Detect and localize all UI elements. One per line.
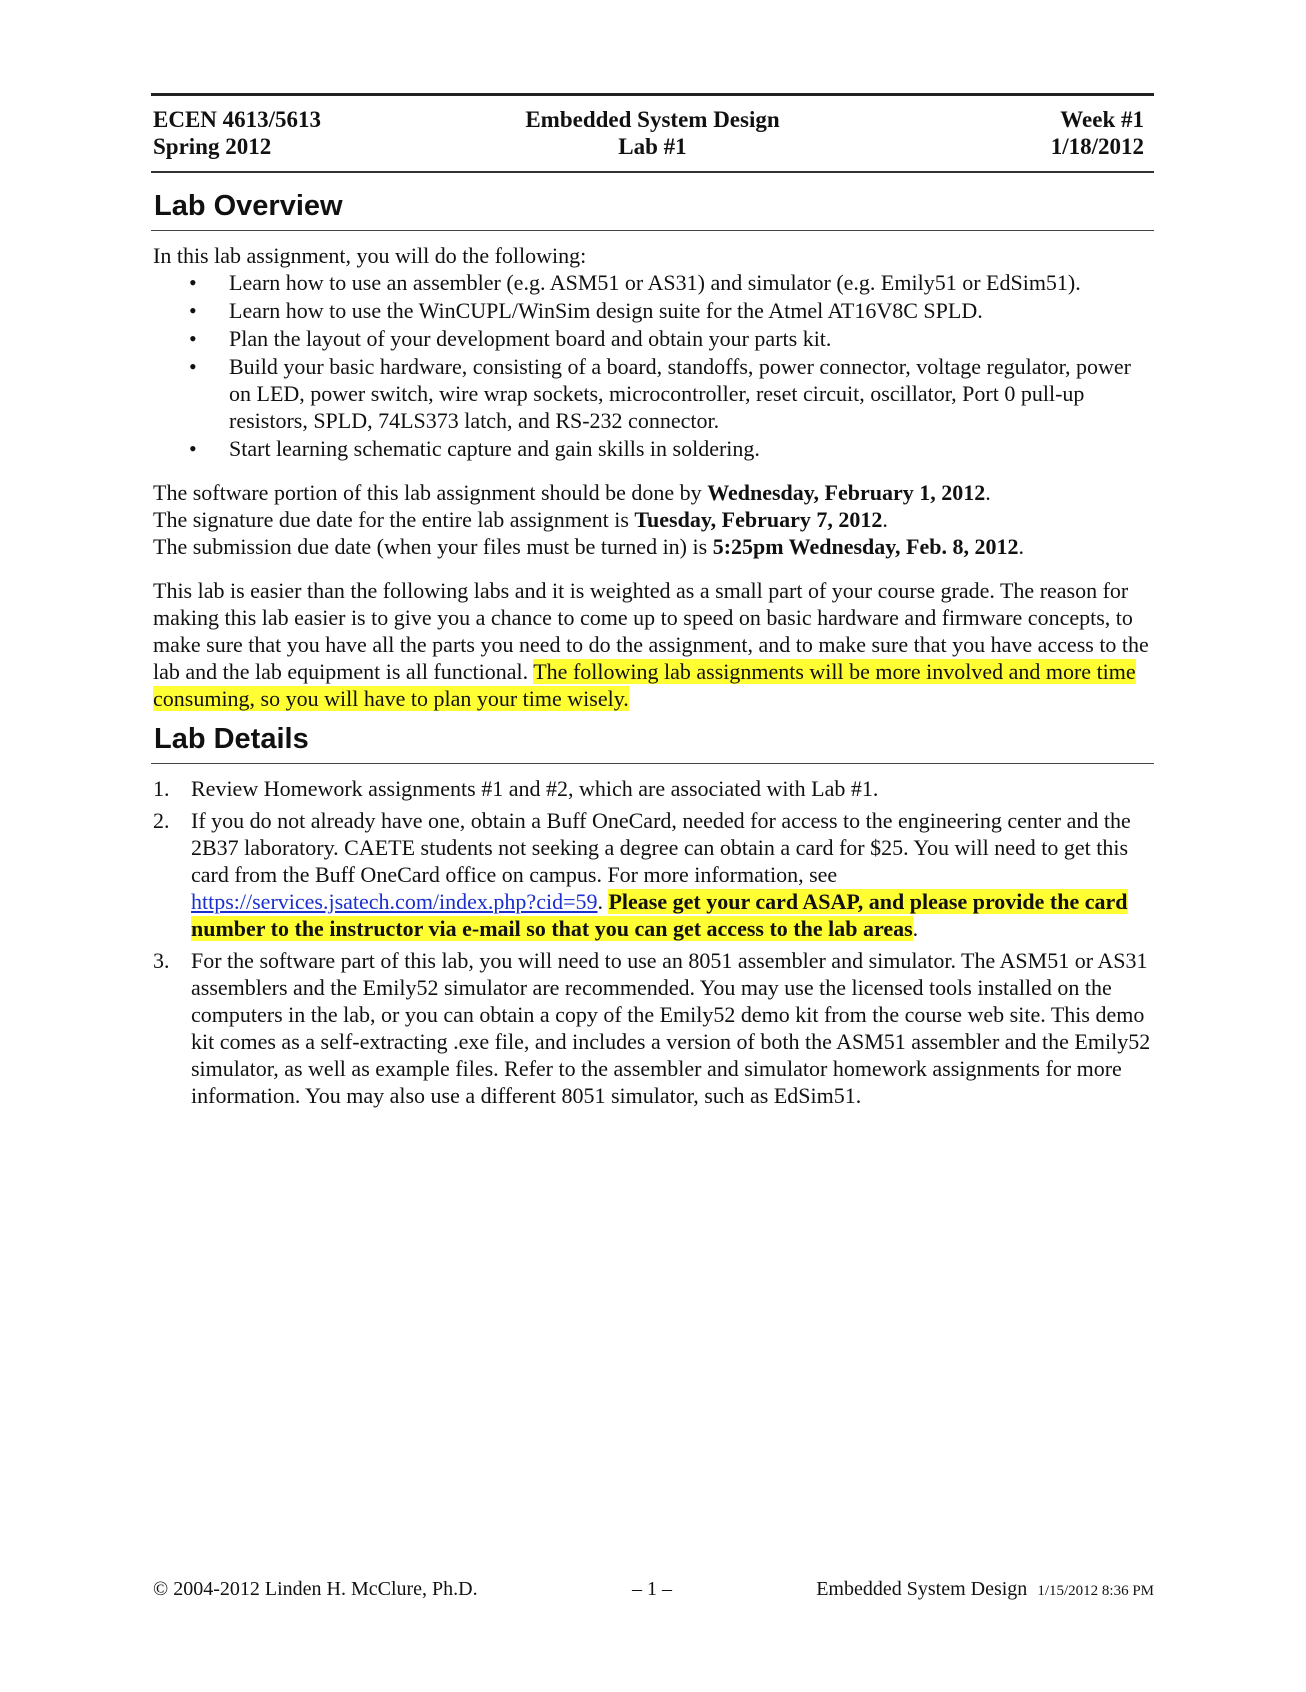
list-item: 3. For the software part of this lab, you will need to use an 8051 assembler and simulator. The ASM51 or AS31 assemblers and the Emily52 simulator are recommended. You may use the licensed tools installed on the computers in the lab, or you can obtain a copy of the Emily52 demo kit from the course web site. This demo kit comes as a self-extracting .exe file, and includes a version of both the ASM51 assembler and the Emily52 simulator, as well as example files. Refer to the assembler and simulator homework assignments for more information. You may also use a different 8051 simulator, such as EdSim51. [153, 948, 1151, 1108]
signature-due-date: Tuesday, February 7, 2012 [634, 507, 883, 532]
overview-paragraph: This lab is easier than the following labs and it is weighted as a small part of your course grade. The reason for making this lab easier is to give you a chance to come up to speed on basic hardware and firmware concepts, to make sure that you have all the parts you need to do the assignment, and to make sure that you have access to the lab and the lab equipment is all functional. The following lab assignments will be more involved and more time consuming, so you will have to plan your time wisely. [153, 578, 1149, 711]
overview-bullets [189, 269, 1149, 463]
course-title: Embedded System Design [525, 107, 780, 132]
term: Spring 2012 [153, 134, 272, 159]
list-item: • Start learning schematic capture and gain skills in soldering. [189, 436, 760, 461]
header-date: 1/18/2012 [1050, 134, 1144, 159]
bullet-glyph: • [189, 326, 197, 351]
list-item: • Learn how to use the WinCUPL/WinSim design suite for the Atmel AT16V8C SPLD. [189, 298, 983, 323]
submission-due-line: The submission due date (when your files must be turned in) is 5:25pm Wednesday, Feb. 8, 2012. [153, 534, 1024, 559]
details-list [153, 775, 1153, 1114]
week-number: Week #1 [1060, 107, 1144, 132]
list-item: • Build your basic hardware, consisting of a board, standoffs, power connector, voltage regulator, power on LED, power switch, wire wrap sockets, microcontroller, reset circuit, oscillator, Port 0 pull-up resistors, SPLD, 74LS373 latch, and RS-232 connector. [189, 354, 1132, 433]
list-item: • Learn how to use an assembler (e.g. ASM51 or AS31) and simulator (e.g. Emily51 or EdSim51). [189, 270, 1081, 295]
list-item: 1. Review Homework assignments #1 and #2, which are associated with Lab #1. [153, 776, 879, 801]
highlighted-text: The following lab assignments will be more involved and more time consuming, so you will have to plan your time wisely. [153, 659, 1136, 711]
page-number: – 1 – [632, 1578, 672, 1600]
bullet-glyph: • [189, 354, 197, 379]
top-rule [151, 93, 1154, 96]
onecard-link[interactable]: https://services.jsatech.com/index.php?cid=59 [191, 889, 598, 914]
lab-number: Lab #1 [618, 134, 687, 159]
item-number: 2. [153, 808, 170, 833]
details-rule [151, 763, 1154, 764]
bullet-glyph: • [189, 436, 197, 461]
item-number: 1. [153, 776, 170, 801]
overview-intro: In this lab assignment, you will do the following: [153, 243, 587, 268]
course-number: ECEN 4613/5613 [153, 107, 322, 132]
item-number: 3. [153, 948, 170, 973]
list-item: 2. If you do not already have one, obtain a Buff OneCard, needed for access to the engineering center and the 2B37 laboratory. CAETE students not seeking a degree can obtain a card for $25. You will need to get this card from the Buff OneCard office on campus. For more information, see https://services.jsatech.com/index.php?cid=59. Please get your card ASAP, and please provide the card number to the instructor via e-mail so that you can get access to the lab areas. [153, 808, 1131, 941]
footer-timestamp: 1/15/2012 8:36 PM [1037, 1583, 1154, 1599]
software-due-date: Wednesday, February 1, 2012 [707, 480, 986, 505]
highlighted-text: Please get your card ASAP, and please provide the card number to the instructor via e-mail so that you can get access to the lab areas [191, 889, 1128, 941]
lab-overview-heading: Lab Overview [154, 190, 343, 222]
list-item: • Plan the layout of your development board and obtain your parts kit. [189, 326, 832, 351]
bullet-glyph: • [189, 298, 197, 323]
lab-details-heading: Lab Details [154, 723, 309, 755]
due-dates [153, 479, 1153, 560]
overview-rule [151, 230, 1154, 231]
software-due-line: The software portion of this lab assignment should be done by Wednesday, February 1, 2012. [153, 480, 991, 505]
copyright: © 2004-2012 Linden H. McClure, Ph.D. [153, 1578, 478, 1600]
footer-title: Embedded System Design 1/15/2012 8:36 PM [816, 1578, 1154, 1600]
header-rule [151, 171, 1154, 173]
submission-due-date: 5:25pm Wednesday, Feb. 8, 2012 [712, 534, 1019, 559]
signature-due-line: The signature due date for the entire lab assignment is Tuesday, February 7, 2012. [153, 507, 888, 532]
bullet-glyph: • [189, 270, 197, 295]
